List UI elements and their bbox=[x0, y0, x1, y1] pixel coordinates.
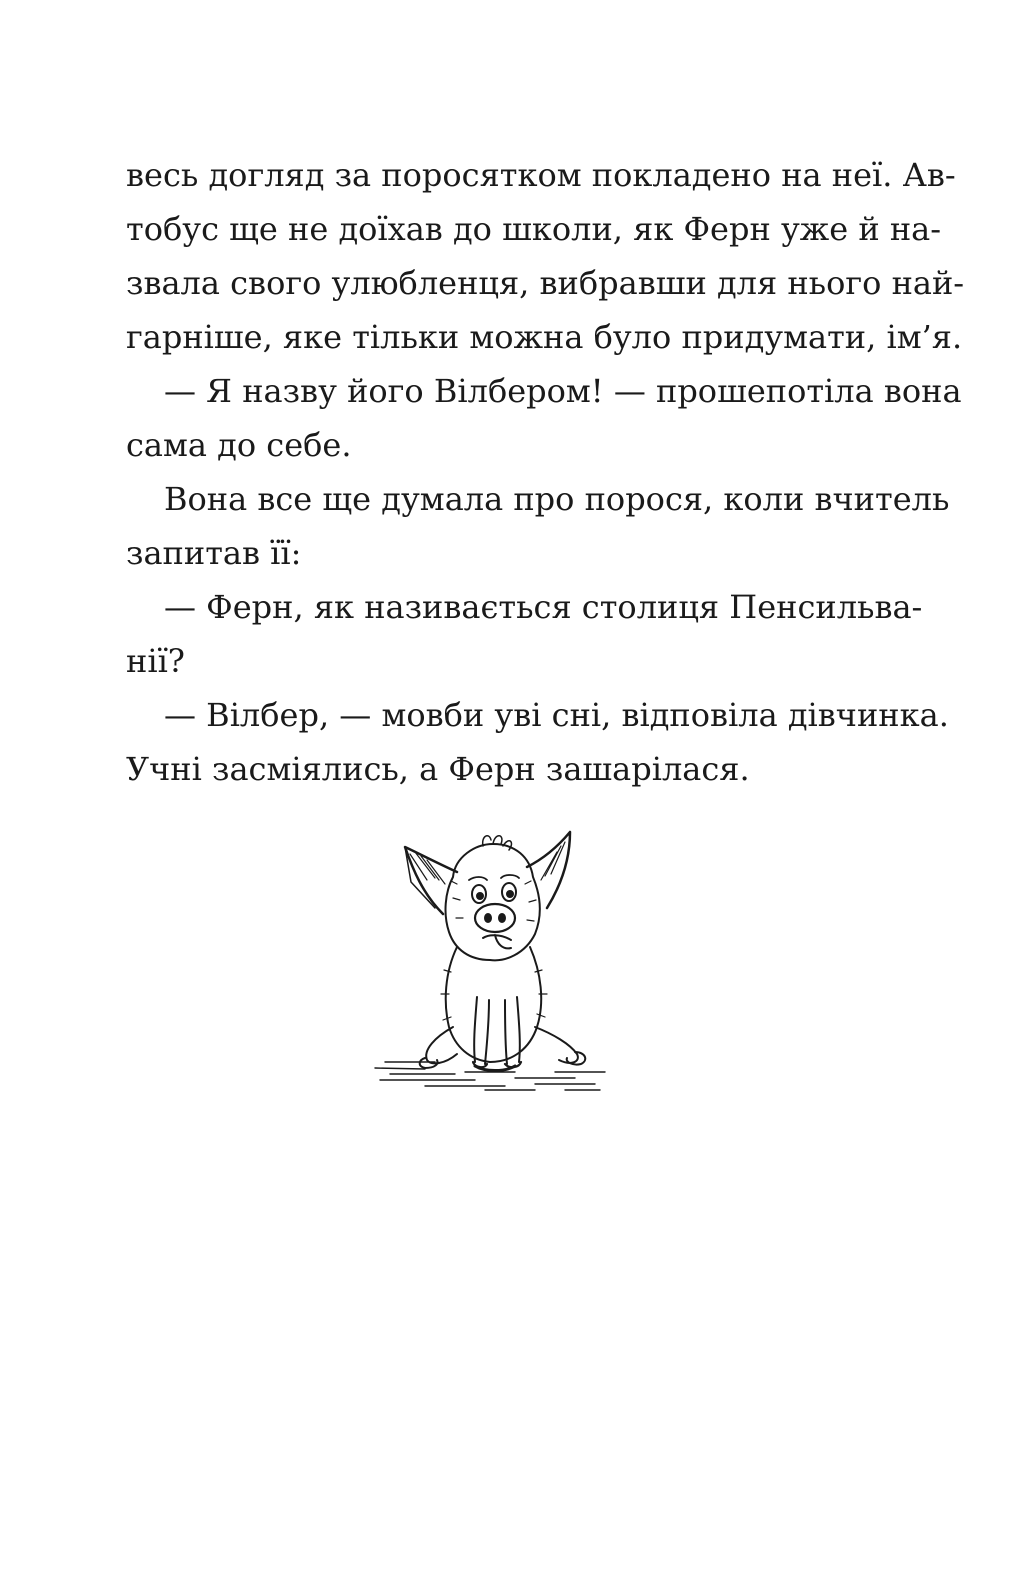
snout bbox=[475, 904, 515, 932]
text-line: весь догляд за поросятком покладено на неї. Ав- bbox=[126, 156, 956, 194]
dialogue-line: — Ферн, як називається столиця Пенсильва- bbox=[164, 588, 923, 626]
hind-right-leg bbox=[535, 1027, 578, 1063]
page-text bbox=[126, 148, 965, 796]
mouth bbox=[483, 935, 511, 948]
text-line: Учні засміялись, а Ферн зашарілася. bbox=[126, 750, 750, 788]
text-line: тобус ще не доїхав до школи, як Ферн уже й на- bbox=[126, 210, 942, 248]
dialogue-line: — Вілбер, — мовби уві сні, відповіла дівчинка. bbox=[164, 696, 949, 734]
ground-shadow bbox=[375, 1062, 605, 1090]
text-line: звала свого улюбленця, вибравши для нього най- bbox=[126, 264, 965, 302]
body bbox=[446, 947, 541, 1062]
text-line: гарніше, яке тільки можна було придумати, ім’я. bbox=[126, 318, 963, 356]
front-left-leg bbox=[474, 997, 489, 1064]
text-line: сама до себе. bbox=[126, 426, 352, 464]
piglet-illustration bbox=[365, 822, 615, 1097]
dialogue-line: — Я назву його Вілбером! — прошепотіла вона bbox=[164, 372, 962, 410]
hind-left-leg bbox=[426, 1027, 457, 1063]
text-line: запитав її: bbox=[126, 534, 302, 572]
text-line: Вона все ще думала про порося, коли вчитель bbox=[164, 480, 950, 518]
head bbox=[446, 844, 540, 960]
text-line: нії? bbox=[126, 642, 185, 680]
